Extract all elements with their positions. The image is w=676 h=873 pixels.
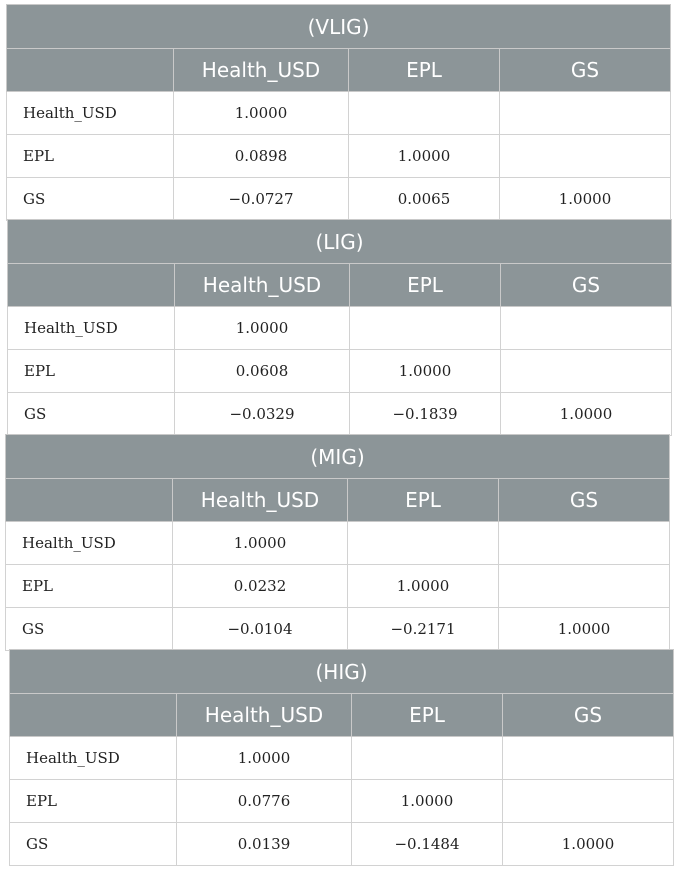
row-label: EPL — [6, 565, 173, 608]
table-row — [10, 780, 674, 823]
row-label: GS — [8, 393, 175, 436]
header-epl: EPL — [350, 264, 501, 307]
header-row — [10, 694, 674, 737]
correlation-table — [6, 4, 671, 221]
group-title: (VLIG) — [7, 5, 671, 49]
cell-value: −0.2171 — [348, 608, 499, 651]
cell-value — [499, 565, 670, 608]
header-gs: GS — [500, 49, 671, 92]
cell-value — [500, 135, 671, 178]
row-label: EPL — [10, 780, 177, 823]
cell-value: 1.0000 — [352, 780, 503, 823]
cell-value: 0.0065 — [349, 178, 500, 221]
group-title-row — [6, 435, 670, 479]
row-label: Health_USD — [7, 92, 174, 135]
group-title: (HIG) — [10, 650, 674, 694]
group-title-row — [10, 650, 674, 694]
table-row — [10, 823, 674, 866]
header-health-usd: Health_USD — [177, 694, 352, 737]
table-row — [10, 737, 674, 780]
table-row — [6, 522, 670, 565]
row-label: GS — [7, 178, 174, 221]
header-epl: EPL — [348, 479, 499, 522]
cell-value — [349, 92, 500, 135]
group-title: (MIG) — [6, 435, 670, 479]
cell-value — [501, 350, 672, 393]
correlation-table — [5, 434, 670, 651]
cell-value: 1.0000 — [175, 307, 350, 350]
group-title-row — [8, 220, 672, 264]
header-gs: GS — [503, 694, 674, 737]
correlation-tables — [6, 4, 670, 864]
cell-value: 1.0000 — [348, 565, 499, 608]
header-epl: EPL — [349, 49, 500, 92]
header-health-usd: Health_USD — [173, 479, 348, 522]
header-blank — [7, 49, 174, 92]
group-lig — [7, 219, 671, 434]
table-row — [8, 350, 672, 393]
cell-value — [500, 92, 671, 135]
row-label: GS — [10, 823, 177, 866]
group-title: (LIG) — [8, 220, 672, 264]
group-title-row — [7, 5, 671, 49]
cell-value: −0.0727 — [174, 178, 349, 221]
cell-value: 0.0608 — [175, 350, 350, 393]
header-health-usd: Health_USD — [174, 49, 349, 92]
cell-value — [350, 307, 501, 350]
table-row — [8, 307, 672, 350]
header-gs: GS — [499, 479, 670, 522]
cell-value — [503, 780, 674, 823]
cell-value: −0.1839 — [350, 393, 501, 436]
group-mig — [5, 434, 669, 649]
table-row — [6, 565, 670, 608]
cell-value — [352, 737, 503, 780]
row-label: EPL — [8, 350, 175, 393]
cell-value: 1.0000 — [350, 350, 501, 393]
table-row — [7, 178, 671, 221]
header-blank — [8, 264, 175, 307]
cell-value: −0.0329 — [175, 393, 350, 436]
header-row — [6, 479, 670, 522]
table-row — [6, 608, 670, 651]
header-blank — [10, 694, 177, 737]
cell-value: 0.0898 — [174, 135, 349, 178]
cell-value: 0.0139 — [177, 823, 352, 866]
header-gs: GS — [501, 264, 672, 307]
header-blank — [6, 479, 173, 522]
cell-value — [499, 522, 670, 565]
correlation-table — [7, 219, 672, 436]
table-row — [7, 135, 671, 178]
cell-value: 1.0000 — [173, 522, 348, 565]
cell-value — [348, 522, 499, 565]
cell-value: −0.0104 — [173, 608, 348, 651]
group-hig — [9, 649, 673, 864]
cell-value: 1.0000 — [177, 737, 352, 780]
cell-value: 1.0000 — [503, 823, 674, 866]
header-row — [7, 49, 671, 92]
cell-value: 1.0000 — [501, 393, 672, 436]
cell-value: −0.1484 — [352, 823, 503, 866]
cell-value: 0.0232 — [173, 565, 348, 608]
correlation-table — [9, 649, 674, 866]
group-vlig — [6, 4, 670, 219]
header-epl: EPL — [352, 694, 503, 737]
table-row — [7, 92, 671, 135]
row-label: Health_USD — [6, 522, 173, 565]
row-label: GS — [6, 608, 173, 651]
cell-value — [503, 737, 674, 780]
row-label: Health_USD — [10, 737, 177, 780]
cell-value: 1.0000 — [174, 92, 349, 135]
header-health-usd: Health_USD — [175, 264, 350, 307]
row-label: EPL — [7, 135, 174, 178]
row-label: Health_USD — [8, 307, 175, 350]
table-row — [8, 393, 672, 436]
cell-value: 1.0000 — [500, 178, 671, 221]
cell-value: 1.0000 — [349, 135, 500, 178]
cell-value — [501, 307, 672, 350]
header-row — [8, 264, 672, 307]
cell-value: 1.0000 — [499, 608, 670, 651]
cell-value: 0.0776 — [177, 780, 352, 823]
